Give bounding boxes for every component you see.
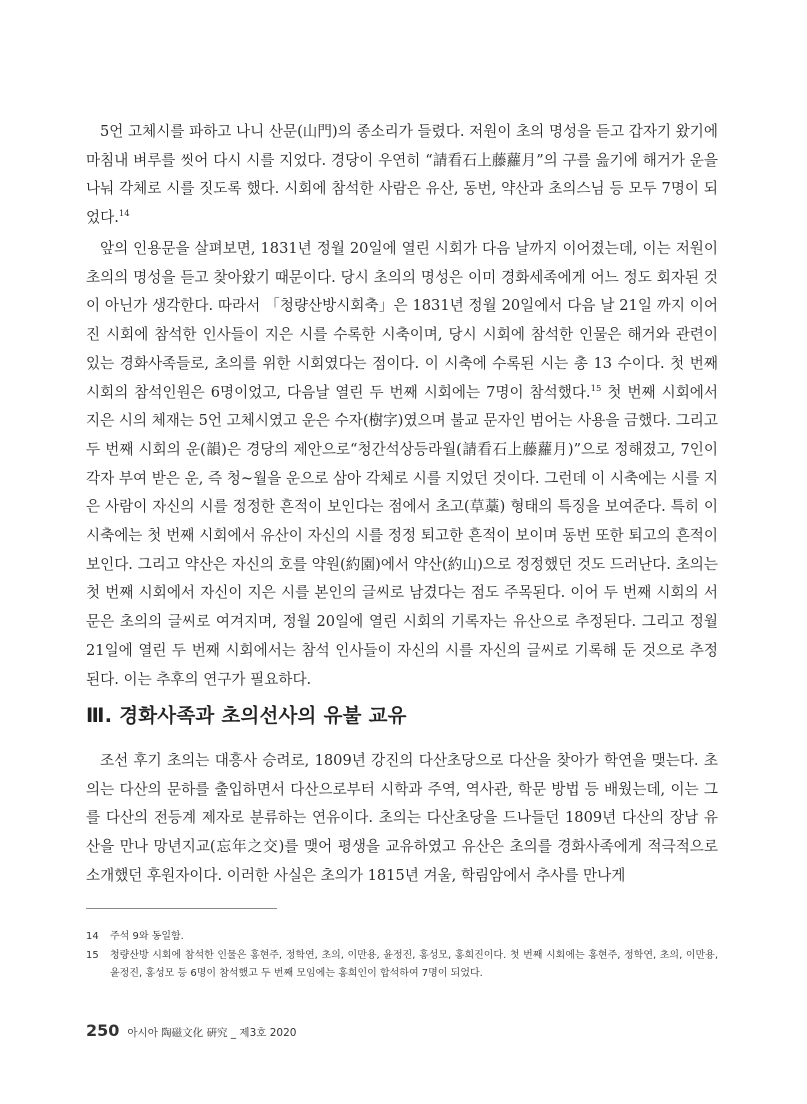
footnote-number: 15 bbox=[86, 950, 99, 961]
footnote-text: 청량산방 시회에 참석한 인물은 홍현주, 정학연, 초의, 이만용, 윤정진, 홍성모, 홍희진이다. 첫 번째 시회에는 홍현주, 정학연, 초의, 이만용, 윤정진, 홍성모 등 6명이 참석했고 두 번째 모임에는 홍희인이 합석하여 7명이 되었다. bbox=[110, 950, 718, 979]
body-paragraph-1-text-b: 첫 번째 시회에서 지은 시의 체재는 5언 고체시였고 운은 수자(樹字)였으며 불교 문자인 범어는 사용을 금했다. 그리고 두 번째 시회의 운(韻)은 경당의 제안으로“청간석상등라월(請看石上藤蘿月)”으로 정해졌고, 7인이 각자 부여 받은 운, 즉 청~월을 운으로 삼아 각체로 시를 지었던 것이다. 그런데 이 시축에는 시를 지은 사람이 자신의 시를 정정한 흔적이 보인다는 점에서 초고(草藁) 형태의 특징을 보여준다. 특히 이 시축에는 첫 번째 시회에서 유산이 자신의 시를 정정 퇴고한 흔적이 보이며 동번 또한 퇴고의 흔적이 보인다. 그리고 약산은 자신의 호를 약원(約園)에서 약산(約山)으로 정정했던 것도 드러난다. 초의는 첫 번째 시회에서 자신이 지은 시를 본인의 글씨로 남겼다는 점도 주목된다. 이어 두 번째 시회의 서문은 초의의 글씨로 여겨지며, 정월 20일에 열린 시회의 기록자는 유산으로 추정된다. 그리고 정월 21일에 열린 두 번째 시회에서는 참석 인사들이 자신의 시를 자신의 글씨로 기록해 둔 것으로 추정된다. 이는 추후의 연구가 필요하다. bbox=[86, 383, 718, 688]
body-paragraph-2-text: 조선 후기 초의는 대흥사 승려로, 1809년 강진의 다산초당으로 다산을 찾아가 학연을 맺는다. 초의는 다산의 문하를 출입하면서 다산으로부터 시학과 주역, 역사관, 학문 방법 등 배웠는데, 이는 그를 다산의 전등계 제자로 분류하는 연유이다. 초의는 다산초당을 드나들던 1809년 다산의 장남 유산을 만나 망년지교(忘年之交)를 맺어 평생을 교유하였고 유산은 초의를 경화사족에게 적극적으로 소개했던 후원자이다. 이러한 사실은 초의가 1815년 겨울, 학림암에서 추사를 만나게 bbox=[86, 752, 718, 884]
footnote-ref-15[interactable]: 15 bbox=[590, 383, 602, 394]
page-number: 250 bbox=[86, 1021, 120, 1040]
quoted-passage bbox=[86, 118, 718, 233]
body-paragraph-1-text-a: 앞의 인용문을 살펴보면, 1831년 정월 20일에 열린 시회가 다음 날까지 이어졌는데, 이는 저원이 초의의 명성을 듣고 찾아왔기 때문이다. 당시 초의의 명성은 이미 경화세족에게 어느 정도 회자된 것이 아닌가 생각한다. 따라서 「청량산방시회축」은 1831년 정월 20일에서 다음 날 21일 까지 이어진 시회에 참석한 인사들이 지은 시를 수록한 시축이며, 당시 시회에 참석한 인물은 해거와 관련이 있는 경화사족들로, 초의를 위한 시회였다는 점이다. 이 시축에 수록된 시는 총 13 수이다. 첫 번째 시회의 참석인원은 6명이었고, 다음날 열린 두 번째 시회에는 7명이 참석했다. bbox=[86, 240, 718, 401]
footnote-ref-14[interactable]: 14 bbox=[118, 209, 130, 220]
journal-title: 아시아 陶磁文化 硏究 _ 제3호 2020 bbox=[127, 1027, 297, 1039]
footnote-15 bbox=[86, 947, 718, 982]
quoted-passage-text: 5언 고체시를 파하고 나니 산문(山門)의 종소리가 들렸다. 저원이 초의 명성을 듣고 갑자기 왔기에 마침내 벼루를 씻어 다시 시를 지었다. 경당이 우연히 “請看石上藤蘿月”의 구를 읊기에 해거가 운을 나눠 각체로 시를 짓도록 했다. 시회에 참석한 사람은 유산, 동번, 약산과 초의스님 등 모두 7명이 되었다. bbox=[86, 123, 718, 227]
page-footer bbox=[86, 1021, 296, 1040]
footnote-14 bbox=[86, 928, 718, 946]
footnote-divider bbox=[86, 908, 277, 909]
section-heading: Ⅲ. 경화사족과 초의선사의 유불 교유 bbox=[86, 704, 407, 727]
body-paragraph-1 bbox=[86, 235, 718, 694]
footnote-number: 14 bbox=[86, 931, 99, 942]
footnote-text: 주석 9와 동일함. bbox=[110, 931, 184, 942]
body-paragraph-2 bbox=[86, 747, 718, 891]
